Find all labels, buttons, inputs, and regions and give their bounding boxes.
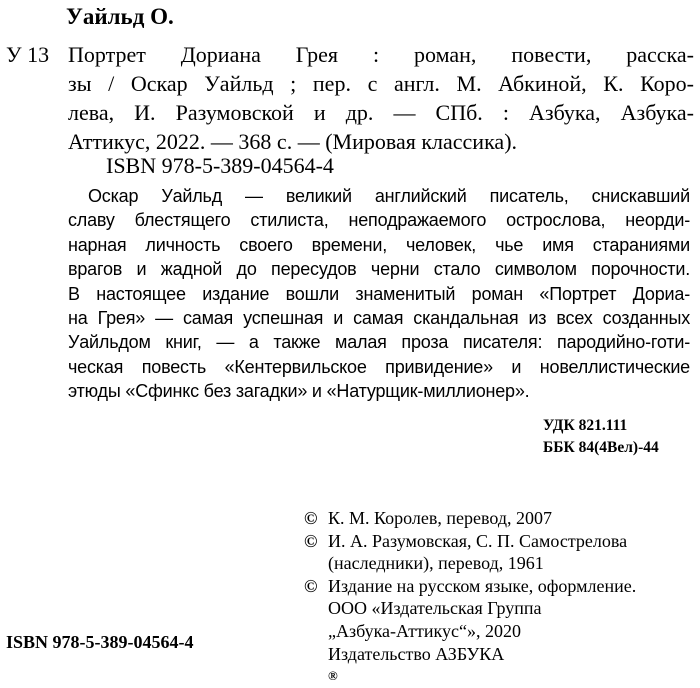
annotation-line: нарная личность своего времени, человек, чье имя стараниями [68,234,690,255]
registered-trademark-icon: ® [328,668,338,684]
annotation-line: славу блестящего стилиста, неподражаемого острослова, неорди- [68,210,690,231]
copyright-line: (наследники), перевод, 1961 [328,553,544,574]
description-line: лева, И. Разумовской и др. — СПб. : Азбука, Азбука- [68,100,694,125]
classification-code: У 13 [6,42,50,67]
annotation-line: Оскар Уайльд — великий английский писатель, снискавший [88,186,690,206]
copyright-icon: © [304,508,318,528]
annotation [68,184,690,404]
copyright-line: ООО «Издательская Группа [328,598,542,619]
description-line: Портрет Дориана Грея : роман, повести, расска- [68,42,694,67]
copyright-line: К. М. Королев, перевод, 2007 [328,508,552,528]
author-heading: Уайльд О. [66,4,174,29]
copyright-entry [304,507,636,530]
copyright-icon: © [304,530,318,551]
copyright-line: „Азбука-Аттикус“», 2020 [328,620,521,641]
annotation-line: Уайльдом книг, — а также малая проза писателя: пародийно-готи- [68,332,690,353]
annotation-line: врагов и жадной до пересудов черни стало символом порочности. [68,259,690,280]
annotation-line: В настоящее издание вошли знаменитый роман «Портрет Дориа- [68,283,690,304]
publisher-line [328,643,636,688]
annotation-line: на Грея» — самая успешная и самая скандальная из всех созданных [68,308,690,329]
copyright-entry [304,575,636,688]
isbn-line: ISBN 978-5-389-04564-4 [106,153,334,178]
udk-index: УДК 821.111 [543,417,628,434]
isbn-footer: ISBN 978-5-389-04564-4 [6,632,194,652]
copyright-block [304,507,636,688]
description-line: Аттикус, 2022. — 368 с. — (Мировая классика). [68,129,518,154]
bibliographic-description [68,40,694,156]
annotation-line: этюды «Сфинкс без загадки» и «Натурщик-миллионер». [68,381,530,402]
copyright-line: И. А. Разумовская, С. П. Самострелова [328,530,628,551]
copyright-entry [304,530,636,575]
annotation-line: ческая повесть «Кентервильское привидение» и новеллистические [68,356,690,377]
copyright-icon: © [304,575,318,596]
bbk-index: ББК 84(4Вел)-44 [543,439,659,456]
publisher-name: Издательство АЗБУКА [328,643,505,664]
description-line: зы / Оскар Уайльд ; пер. с англ. М. Абкиной, К. Коро- [68,71,694,96]
copyright-line: Издание на русском языке, оформление. [328,575,637,596]
